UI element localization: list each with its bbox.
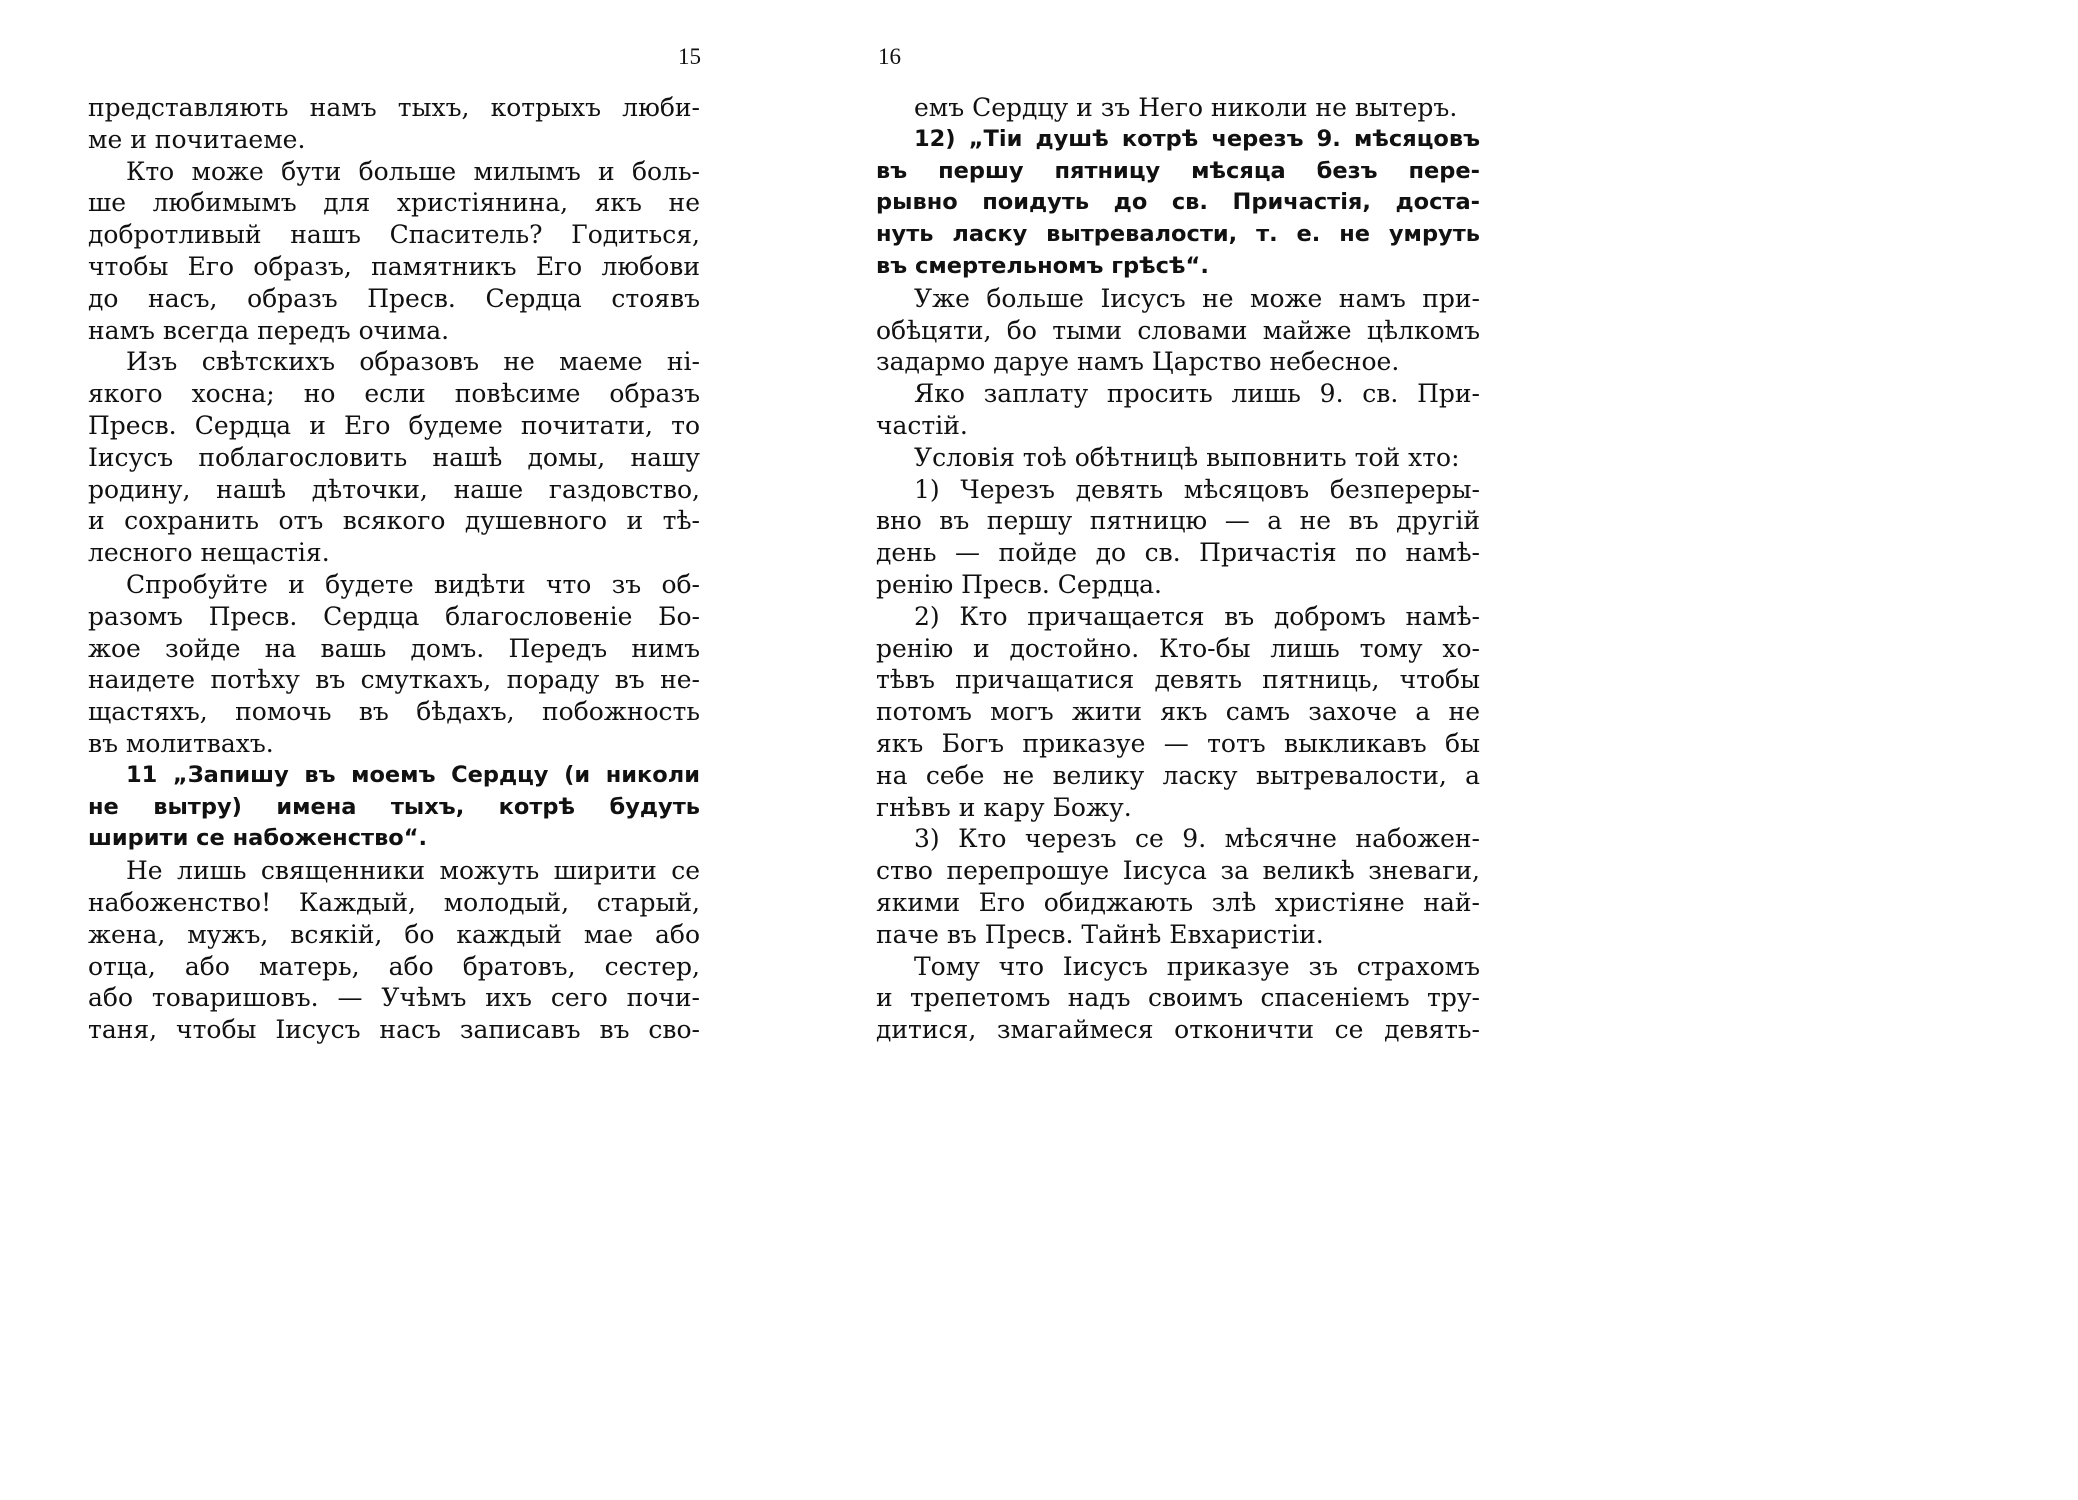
text-line: Не лишь священники можуть ширити се bbox=[126, 856, 700, 886]
paragraph bbox=[876, 601, 1480, 824]
text-line: жена, мужъ, всякій, бо каждый мае або bbox=[88, 919, 700, 949]
text-line: Пресв. Сердца и Его будеме почитати, то bbox=[88, 410, 700, 440]
text-line: представляють намъ тыхъ, котрыхъ люби- bbox=[88, 93, 700, 122]
text-line: таня, чтобы Іисусъ насъ записавъ въ сво- bbox=[88, 1015, 700, 1045]
text-line: ство перепрошуе Іисуса за великѣ зневаги, bbox=[876, 856, 1480, 886]
bold-heading-paragraph bbox=[88, 760, 700, 855]
text-line: якъ Богъ приказуе — тотъ выкликавъ бы bbox=[876, 728, 1480, 758]
text-line: въ молитвахъ. bbox=[88, 728, 274, 758]
text-line: разомъ Пресв. Сердца благословеніе Бо- bbox=[88, 601, 700, 631]
text-line: набоженство! Каждый, молодый, старый, bbox=[88, 887, 700, 917]
paragraph bbox=[876, 474, 1480, 601]
text-line: гнѣвъ и кару Божу. bbox=[876, 792, 1132, 822]
text-line: жое зойде на вашь домъ. Передъ нимъ bbox=[88, 633, 700, 663]
text-line: щастяхъ, помочь въ бѣдахъ, побожность bbox=[88, 697, 700, 727]
text-line: потомъ могъ жити якъ самъ захоче а не bbox=[876, 697, 1480, 727]
text-line: ренію Пресв. Сердца. bbox=[876, 569, 1162, 599]
page-body bbox=[88, 92, 700, 1046]
text-line: якого хосна; но если повѣсиме образъ bbox=[88, 379, 700, 409]
text-line: и трепетомъ надъ своимъ спасеніемъ тру- bbox=[876, 983, 1480, 1013]
text-line: 12) „Тіи душѣ котрѣ черезъ 9. мѣсяцовъ bbox=[914, 125, 1480, 152]
text-line: ренію и достойно. Кто-бы лишь тому хо- bbox=[876, 633, 1480, 663]
text-line: и сохранить отъ всякого душевного и тѣ- bbox=[88, 506, 700, 536]
text-line: дитися, змагаймеся отконичти се девять- bbox=[876, 1015, 1480, 1045]
text-line: тѣвъ причащатися девять пятниць, чтобы bbox=[876, 665, 1480, 695]
page-body bbox=[876, 92, 1480, 1046]
text-line: Условія тоѣ обѣтницѣ выповнить той хто: bbox=[914, 442, 1460, 472]
paragraph bbox=[876, 92, 1480, 124]
text-line: наидете потѣху въ смуткахъ, пораду въ не- bbox=[88, 665, 700, 695]
text-line: чтобы Его образъ, памятникъ Его любови bbox=[88, 251, 700, 281]
text-line: Кто може бути больше милымъ и боль- bbox=[126, 156, 700, 186]
text-line: ширити се набоженство“. bbox=[88, 825, 428, 852]
paragraph bbox=[88, 346, 700, 569]
text-line: день — пойде до св. Причастія по намѣ- bbox=[876, 538, 1480, 568]
text-line: емъ Сердцу и зъ Него николи не вытеръ. bbox=[914, 93, 1458, 122]
paragraph bbox=[876, 442, 1480, 474]
text-line: паче въ Пресв. Тайнѣ Евхаристіи. bbox=[876, 919, 1324, 949]
paragraph bbox=[876, 951, 1480, 1046]
text-line: родину, нашѣ дѣточки, наше газдовство, bbox=[88, 474, 700, 504]
paragraph bbox=[88, 92, 700, 156]
text-line: Іисусъ поблагословить нашѣ домы, нашу bbox=[88, 442, 700, 472]
paragraph bbox=[88, 855, 700, 1046]
paragraph bbox=[88, 156, 700, 347]
text-line: намъ всегда передъ очима. bbox=[88, 315, 450, 345]
text-line: добротливый нашъ Спаситель? Годиться, bbox=[88, 220, 700, 250]
text-line: лесного нещастія. bbox=[88, 538, 330, 568]
text-line: 1) Черезъ девять мѣсяцовъ безпереры- bbox=[914, 474, 1480, 504]
text-line: ме и почитаеме. bbox=[88, 124, 306, 154]
text-line: нуть ласку вытревалости, т. е. не умруть bbox=[876, 221, 1480, 248]
text-line: Тому что Іисусъ приказуе зъ страхомъ bbox=[914, 951, 1480, 981]
text-line: 3) Кто черезъ се 9. мѣсячне набожен- bbox=[914, 824, 1480, 854]
text-line: частій. bbox=[876, 410, 968, 440]
text-line: не вытру) имена тыхъ, котрѣ будуть bbox=[88, 793, 700, 820]
text-line: Уже больше Іисусъ не може намъ при- bbox=[914, 283, 1480, 313]
page-number: 16 bbox=[878, 44, 901, 69]
text-line: въ першу пятницу мѣсяца безъ пере- bbox=[876, 157, 1480, 184]
text-line: вно въ першу пятницю — а не въ другій bbox=[876, 506, 1480, 536]
paragraph bbox=[876, 823, 1480, 950]
text-line: Яко заплату просить лишь 9. св. При- bbox=[914, 379, 1480, 409]
text-line: до насъ, образъ Пресв. Сердца стоявъ bbox=[88, 283, 700, 313]
text-line: задармо даруе намъ Царство небесное. bbox=[876, 347, 1400, 377]
paragraph bbox=[876, 283, 1480, 378]
text-line: якими Его обиджають злѣ христіяне най- bbox=[876, 887, 1480, 917]
text-line: на себе не велику ласку вытревалости, а bbox=[876, 760, 1480, 790]
text-line: Спробуйте и будете видѣти что зъ об- bbox=[126, 569, 700, 599]
text-line: рывно поидуть до св. Причастія, доста- bbox=[876, 189, 1480, 216]
text-line: Изъ свѣтскихъ образовъ не маеме ні- bbox=[126, 347, 700, 377]
text-line: або товаришовъ. — Учѣмъ ихъ сего почи- bbox=[88, 983, 700, 1013]
text-line: отца, або матерь, або братовъ, сестер, bbox=[88, 951, 700, 981]
page-number: 15 bbox=[678, 44, 701, 69]
text-line: 2) Кто причащается въ добромъ намѣ- bbox=[914, 601, 1480, 631]
text-line: 11 „Запишу въ моемъ Сердцу (и николи bbox=[126, 761, 700, 788]
paragraph bbox=[876, 378, 1480, 442]
bold-heading-paragraph bbox=[876, 124, 1480, 283]
text-line: въ смертельномъ грѣсѣ“. bbox=[876, 252, 1209, 279]
paragraph bbox=[88, 569, 700, 760]
text-line: ше любимымъ для христіянина, якъ не bbox=[88, 188, 700, 218]
text-line: обѣцяти, бо тыми словами майже цѣлкомъ bbox=[876, 315, 1480, 345]
